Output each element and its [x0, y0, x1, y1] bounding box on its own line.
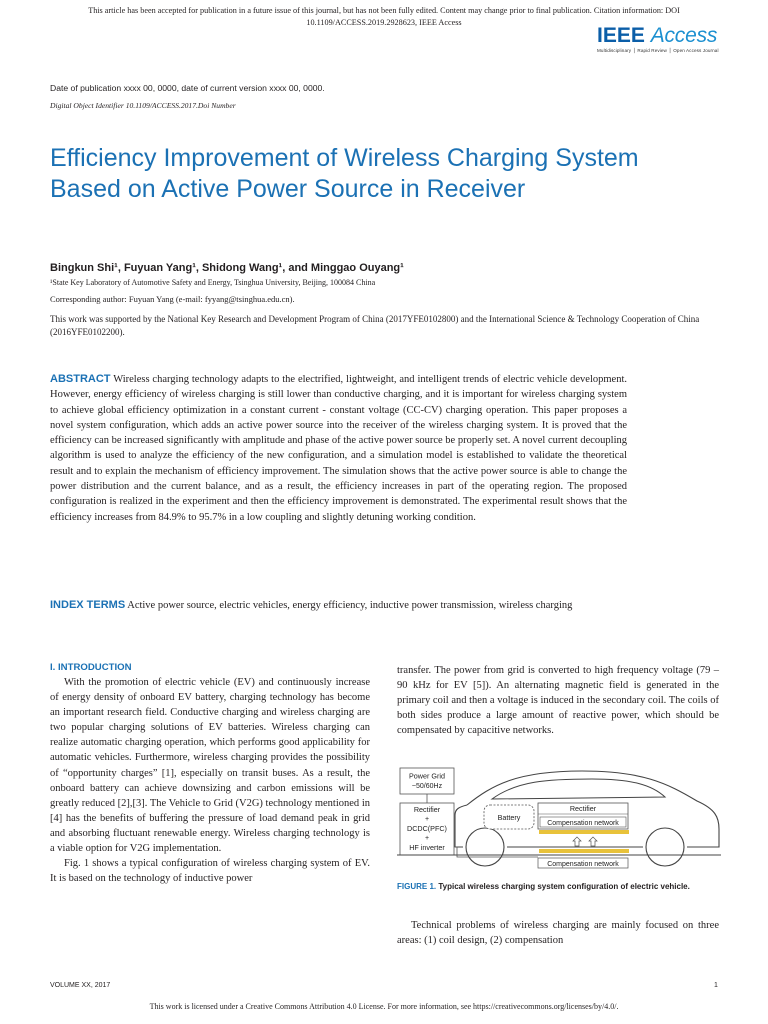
rectifier-label: Rectifier: [413, 805, 441, 814]
author-list: Bingkun Shi¹, Fuyuan Yang¹, Shidong Wang¹, and Minggao Ouyang¹: [50, 262, 404, 274]
logo-access-text: Access: [650, 24, 718, 47]
receiver-rectifier-label: Rectifier: [569, 804, 597, 813]
left-column: [50, 660, 370, 886]
logo-tagline: Multidisciplinary ⎪ Rapid Review ⎪ Open Access Journal: [597, 48, 719, 53]
paper-title: Efficiency Improvement of Wireless Charging System Based on Active Power Source in Receiver: [50, 144, 639, 203]
corresponding-author: Corresponding author: Fuyuan Yang (e-mail: fyyang@tsinghua.edu.cn).: [50, 294, 295, 304]
ieee-access-logo: [597, 26, 737, 54]
notice-line-2: 10.1109/ACCESS.2019.2928623, IEEE Access: [306, 18, 462, 27]
primary-coil: [539, 849, 629, 853]
battery-label: Battery: [497, 813, 521, 822]
index-terms: [50, 598, 627, 613]
figure-1-label: FIGURE 1.: [397, 882, 437, 891]
plus-sign-2: +: [424, 835, 430, 842]
index-terms-label: INDEX TERMS: [50, 599, 126, 611]
funding-note: This work was supported by the National Key Research and Development Program of China (2017YFE0102800) and the International Science & Technology Cooperation of China (2016YFE0102200).: [50, 314, 700, 337]
intro-paragraph-2: Fig. 1 shows a typical configuration of wireless charging system of EV. It is based on the technology of inductive power: [50, 858, 370, 885]
car-window: [492, 779, 665, 799]
abstract-label: ABSTRACT: [50, 373, 111, 385]
transfer-arrow-right: [589, 837, 597, 846]
abstract-text: Wireless charging technology adapts to the electrified, lightweight, and intelligent trends of electric vehicle development. However, energy efficiency of wireless charging is still lower than conductive charging, and it is important for wireless charging system to achieve global efficiency optimization in a constant current - constant voltage (CC-CV) charging operation. This paper proposes a novel system configuration, which adds an active power source into the receiver of the wireless charging system. It is proved that the efficiency can be increased significantly with amplitude and phase of the active power source be properly set. A novel current decoupling algorithm is used to analyze the efficiency of the new configuration, and a simulation model is established to validate the theoretical result and to explain the mechanism of efficiency improvement. The simulation shows that the active power source is able to change the power distribution and the current balance, and as a result, the efficiency increases in part of the operating region. The proposed configuration is realized in the experiment and then the efficiency improvement is demonstrated. The experimental result shows that the efficiency increases from 84.9% to 95.7% in a low coupling and slightly detuning working condition.: [50, 374, 627, 523]
power-grid-frequency: ~50/60Hz: [411, 783, 443, 790]
abstract: [50, 372, 627, 525]
logo-ieee-text: IEEE: [597, 24, 645, 47]
figure-1-caption-text: Typical wireless charging system configuration of electric vehicle.: [436, 882, 690, 891]
power-grid-label: Power Grid: [409, 771, 445, 781]
index-terms-text: Active power source, electric vehicles, energy efficiency, inductive power transmission, wireless charging: [125, 600, 573, 611]
right-column-paragraph: transfer. The power from grid is converted to high frequency voltage (79 – 90 kHz for EV [5]). An alternating magnetic field is generated in the primary coil and then a voltage is induced in the secondary coil. The coils of both sides produce a large amount of reactive power, which should be compensated by capacitive networks.: [397, 665, 719, 737]
doi-line: Digital Object Identifier 10.1109/ACCESS.2017.Doi Number: [50, 101, 236, 110]
transfer-arrow-left: [573, 837, 581, 846]
volume-footer: VOLUME XX, 2017: [50, 982, 111, 989]
plus-sign-1: +: [424, 816, 430, 823]
front-wheel: [466, 828, 504, 866]
receiver-compensation-label: Compensation network: [547, 820, 619, 827]
page-number: 1: [714, 982, 718, 989]
publication-date: Date of publication xxxx 00, 0000, date of current version xxxx 00, 0000.: [50, 83, 325, 93]
car-front: [455, 805, 467, 847]
notice-line-1: This article has been accepted for publication in a future issue of this journal, but has not been fully edited. Content may change prior to final publication. Citation information: DOI: [88, 6, 680, 15]
affiliation: ¹State Key Laboratory of Automotive Safety and Energy, Tsinghua University, Beijing, 100084 China: [50, 278, 376, 287]
section-heading-introduction: I. INTRODUCTION: [50, 662, 132, 673]
right-column-paragraph-2: Technical problems of wireless charging are mainly focused on three areas: (1) coil design, (2) compensation: [397, 920, 719, 947]
ground-compensation-label: Compensation network: [547, 861, 619, 868]
dcdc-pfc-label: DCDC(PFC): [407, 824, 447, 833]
figure-1-diagram: [397, 765, 721, 875]
hf-inverter-label: HF inverter: [409, 843, 445, 852]
figure-1-caption: [397, 881, 719, 892]
intro-paragraph-1: With the promotion of electric vehicle (EV) and continuously increase of energy density of onboard EV battery, charging technology has become an important research field. Conductive charging and wireless charging are two popular charging solutions of EV batteries. Wireless charging can realize automatic charging operation, which performs good applicability for automatic vehicles. Furthermore, wireless charging provides the possibility of “opportunity charges” [1], especially on transit buses. As a result, the onboard battery can achieve downsizing and carbon emissions will be greatly reduced [2],[3]. The Vehicle to Grid (V2G) technology mentioned in [4] has the benefits of buffering the pressure of load demand peak in grid and absorbing fluctuant renewable energy. Wireless charging technology is a viable option for V2G implementation.: [50, 677, 370, 855]
secondary-coil: [539, 830, 629, 834]
wireless-charging-diagram: [397, 765, 721, 875]
license-notice: This work is licensed under a Creative Commons Attribution 4.0 License. For more information, see https://creativecommons.org/licenses/by/4.0/.: [149, 1002, 619, 1011]
rear-wheel: [646, 828, 684, 866]
